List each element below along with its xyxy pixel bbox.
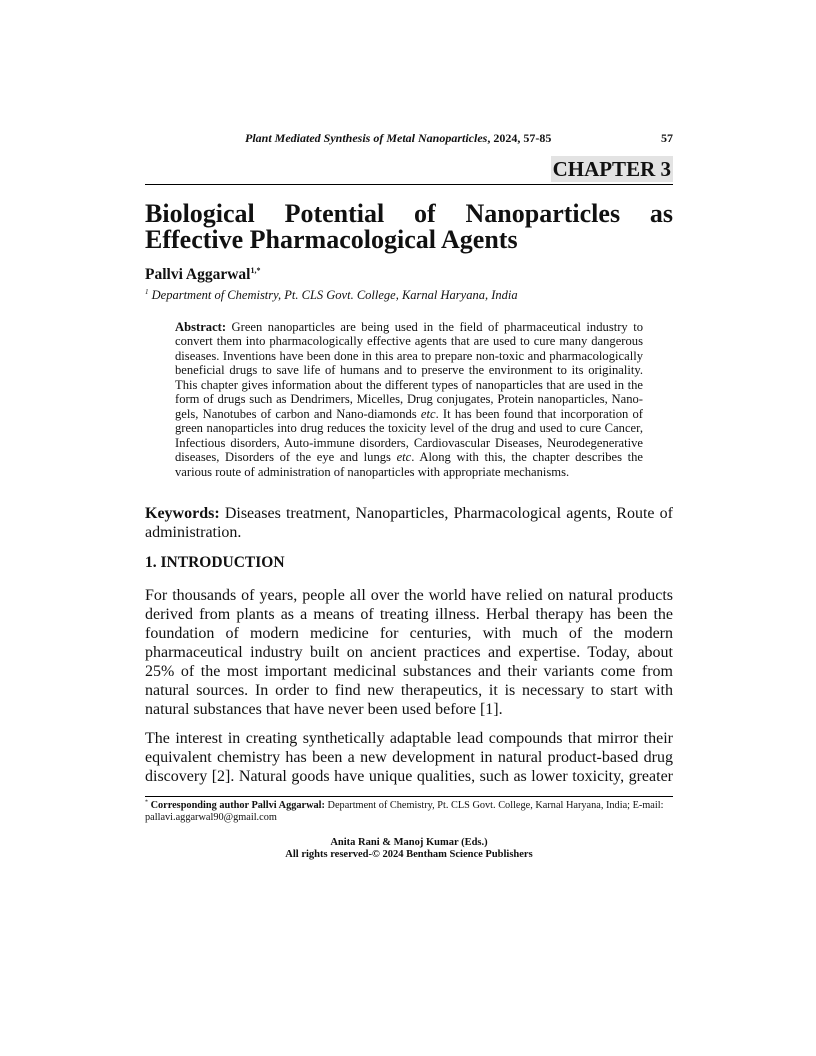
footnote bbox=[145, 800, 673, 825]
running-header bbox=[145, 130, 673, 146]
keywords-label: Keywords: bbox=[145, 504, 220, 522]
keywords-text: Diseases treatment, Nanoparticles, Pharmacological agents, Route of administration. bbox=[145, 504, 673, 542]
journal-details: , 2024, 57-85 bbox=[487, 131, 552, 145]
copyright: All rights reserved-© 2024 Bentham Science Publishers bbox=[285, 849, 533, 861]
editors: Anita Rani & Manoj Kumar (Eds.) bbox=[330, 836, 488, 848]
author-sup: 1,* bbox=[250, 265, 261, 275]
chapter-label-row bbox=[145, 156, 673, 184]
page-footer bbox=[145, 837, 673, 862]
chapter-title: Biological Potential of Nanoparticles as Effective Pharmacological Agents bbox=[145, 199, 673, 254]
affiliation-text: Department of Chemistry, Pt. CLS Govt. College, Karnal Haryana, India bbox=[148, 288, 518, 302]
abstract-text: . It has been found that incorporation of green nanoparticles into drug reduces the toxicity level of the drug and used to cure Cancer, Infectious disorders, Auto-immune disorders, Cardiovascular Diseases, Neurodegenerative diseases, Disorders of the eye and lungs bbox=[175, 406, 643, 465]
abstract bbox=[175, 320, 643, 479]
header-journal bbox=[245, 130, 551, 146]
keywords bbox=[145, 504, 673, 543]
footnote-text: Department of Chemistry, Pt. CLS Govt. College, Karnal Haryana, India; E-mail: pallavi.aggarwal90@gmail.com bbox=[145, 799, 664, 824]
footnote-sup: * bbox=[145, 799, 148, 806]
affiliation-sup: 1 bbox=[145, 287, 149, 296]
affiliation bbox=[145, 287, 673, 303]
abstract-etc: etc bbox=[420, 406, 436, 421]
abstract-etc: etc bbox=[396, 450, 412, 465]
page-body bbox=[145, 130, 673, 862]
paragraph: For thousands of years, people all over the world have relied on natural products derived from plants as a means of treating illness. Herbal therapy has been the foundation of modern medicine for centuries, with much of the modern pharmaceutical industry built on ancient practices and expertise. Today, about 25% of the most important medicinal substances and their variants come from natural sources. In order to find new therapeutics, it is necessary to start with natural substances that have never been used before [1]. bbox=[145, 586, 673, 718]
abstract-text: Green nanoparticles are being used in the field of pharmaceutical industry to convert them into pharmacologically effective agents that are used to cure many dangerous diseases. Inventions have been done in this area to prepare non-toxic and pharmacologically beneficial drugs to save life of humans and to preserve the environment to its originality. This chapter gives information about the different types of nanoparticles that are used in the form of drugs such as Dendrimers, Micelles, Drug conjugates, Protein nanoparticles, Nano-gels, Nanotubes of carbon and Nano-diamonds bbox=[175, 320, 643, 421]
chapter-label: CHAPTER 3 bbox=[552, 157, 671, 181]
footnote-label: Corresponding author Pallvi Aggarwal: bbox=[148, 799, 325, 811]
author-name: Pallvi Aggarwal bbox=[145, 266, 251, 283]
header-divider bbox=[145, 184, 673, 185]
journal-title: Plant Mediated Synthesis of Metal Nanoparticles bbox=[245, 131, 488, 145]
footnote-divider bbox=[145, 796, 673, 797]
abstract-text: . Along with this, the chapter describes the various route of administration of nanoparticles with appropriate mechanisms. bbox=[175, 450, 643, 479]
paragraph: The interest in creating synthetically adaptable lead compounds that mirror their equivalent chemistry has been a new development in natural product-based drug discovery [2]. Natural goods have unique qualities, such as lower toxicity, greater bbox=[145, 729, 673, 785]
page-number: 57 bbox=[661, 131, 673, 145]
section-heading: 1. INTRODUCTION bbox=[145, 553, 285, 571]
author bbox=[145, 265, 673, 285]
abstract-label: Abstract: bbox=[175, 320, 227, 334]
